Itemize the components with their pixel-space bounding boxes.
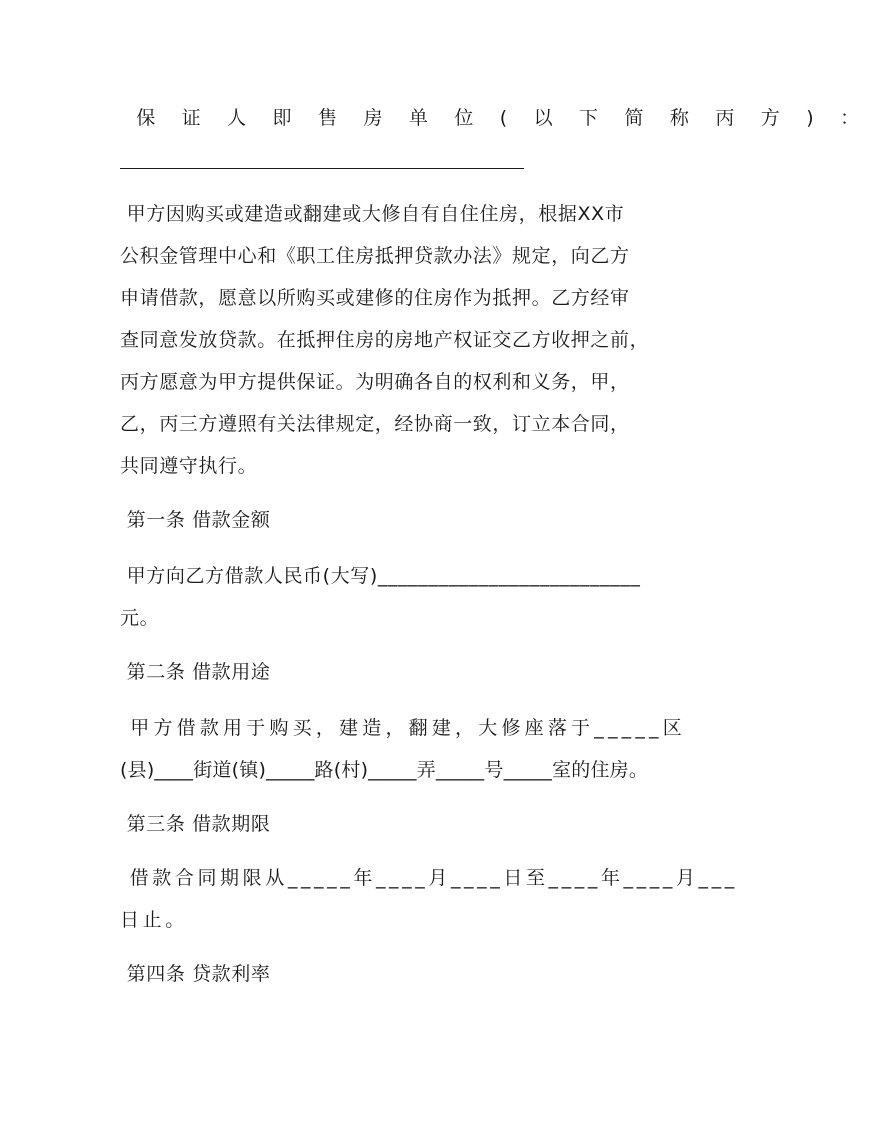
intro-paragraph-line-2: 公积金管理中心和《职工住房抵押贷款办法》规定，向乙方 <box>120 245 630 267</box>
article-1-line-2: 元。 <box>120 607 160 629</box>
article-1-line-1: 甲方向乙方借款人民币(大写)__________________________ <box>120 565 641 587</box>
intro-paragraph-line-5: 丙方愿意为甲方提供保证。为明确各自的权利和义务，甲， <box>120 371 630 393</box>
article-3-heading: 第三条 借款期限 <box>120 813 271 835</box>
intro-paragraph-line-7: 共同遵守执行。 <box>120 455 258 477</box>
intro-paragraph-line-4: 查同意发放贷款。在抵押住房的房地产权证交乙方收押之前， <box>120 329 650 351</box>
article-2-heading: 第二条 借款用途 <box>120 661 271 683</box>
article-3-line-2: 日止。 <box>120 909 188 931</box>
article-2-line-2: (县)____街道(镇)_____路(村)_____弄_____号_____室的住房。 <box>120 759 649 781</box>
article-2-line-1: 甲方借款用于购买，建造，翻建，大修座落于_____区 <box>120 717 686 739</box>
intro-paragraph-line-6: 乙，丙三方遵照有关法律规定，经协商一致，订立本合同， <box>120 413 630 435</box>
guarantor-line: 保 证 人 即 售 房 单 位 ( 以 下 简 称 丙 方 ) ： <box>120 107 869 129</box>
article-1-heading: 第一条 借款金额 <box>120 509 271 531</box>
intro-paragraph-line-1: 甲方因购买或建造或翻建或大修自有自住住房，根据XX市 <box>120 203 625 225</box>
intro-paragraph-line-3: 申请借款，愿意以所购买或建修的住房作为抵押。乙方经审 <box>120 287 630 309</box>
article-3-line-1: 借款合同期限从_____年____月____日至____年____月___ <box>120 867 738 889</box>
signature-blank-line <box>120 168 524 169</box>
article-4-heading: 第四条 贷款利率 <box>120 963 271 985</box>
